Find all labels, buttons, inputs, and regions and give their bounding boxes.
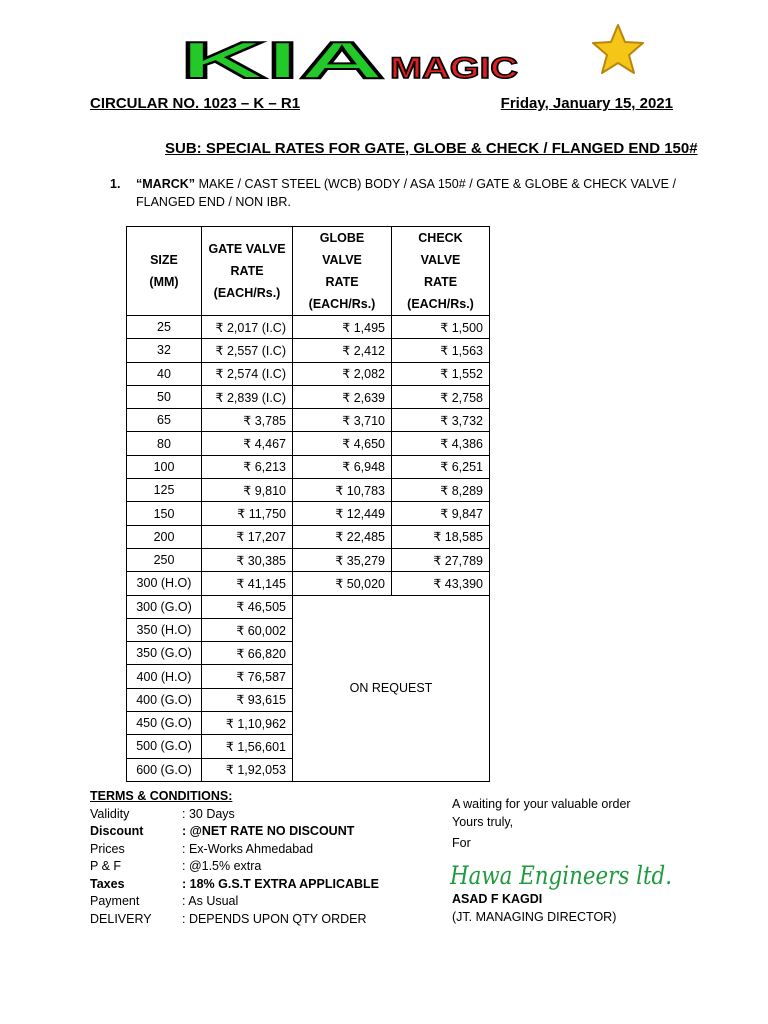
term-label: P & F (90, 859, 122, 873)
gate-rate-cell: ₹ 1,92,053 (202, 758, 293, 781)
circular-number: CIRCULAR NO. 1023 – K – R1 (90, 95, 301, 112)
check-rate-cell: ₹ 27,789 (392, 548, 490, 571)
globe-rate-cell: ₹ 4,650 (293, 432, 392, 455)
term-label: Validity (90, 806, 130, 821)
check-rate-cell: ₹ 6,251 (392, 455, 490, 478)
check-rate-cell: ₹ 43,390 (392, 572, 490, 595)
item-spec: MAKE / CAST STEEL (WCB) BODY / ASA 150# / GATE & GLOBE & CHECK VALVE / FLANGED END / NON IBR. (136, 177, 676, 209)
gate-header: GATE VALVE RATE (EACH/Rs.) (202, 227, 293, 316)
globe-rate-cell: ₹ 1,495 (293, 316, 392, 339)
check-header: CHECK VALVE RATE (EACH/Rs.) (392, 227, 490, 316)
size-cell: 125 (127, 479, 202, 502)
term-row (90, 858, 379, 876)
gate-rate-cell: ₹ 66,820 (202, 642, 293, 665)
term-value: : Ex-Works Ahmedabad (182, 841, 314, 856)
globe-rate-cell: ₹ 35,279 (293, 548, 392, 571)
closing-line-2: Yours truly, (452, 814, 514, 829)
subject-line: SUB: SPECIAL RATES FOR GATE, GLOBE & CHECK / FLANGED END 150# (165, 140, 698, 157)
circular-date: Friday, January 15, 2021 (500, 95, 673, 112)
check-rate-cell: ₹ 1,552 (392, 362, 490, 385)
size-cell: 80 (127, 432, 202, 455)
table-row (127, 548, 490, 571)
signatory-name: ASAD F KAGDI (452, 892, 543, 906)
globe-rate-cell: ₹ 50,020 (293, 572, 392, 595)
term-row (90, 893, 379, 911)
gate-rate-cell: ₹ 1,56,601 (202, 735, 293, 758)
gate-rate-cell: ₹ 46,505 (202, 595, 293, 618)
gate-rate-cell: ₹ 93,615 (202, 688, 293, 711)
term-value: : @1.5% extra (182, 859, 262, 873)
term-value: : As Usual (182, 894, 239, 908)
size-cell: 400 (H.O) (127, 665, 202, 688)
size-cell: 65 (127, 409, 202, 432)
size-cell: 250 (127, 548, 202, 571)
globe-rate-cell: ₹ 3,710 (293, 409, 392, 432)
size-cell: 40 (127, 362, 202, 385)
term-row (90, 876, 379, 894)
check-rate-cell: ₹ 18,585 (392, 525, 490, 548)
check-rate-cell: ₹ 3,732 (392, 409, 490, 432)
gate-rate-cell: ₹ 6,213 (202, 455, 293, 478)
size-cell: 600 (G.O) (127, 758, 202, 781)
term-value: : @NET RATE NO DISCOUNT (182, 824, 355, 838)
gate-rate-cell: ₹ 41,145 (202, 572, 293, 595)
table-row (127, 595, 490, 618)
table-header-row (127, 227, 490, 316)
table-row (127, 525, 490, 548)
term-row (90, 841, 379, 859)
table-row (127, 362, 490, 385)
kia-magic-logo (180, 32, 520, 90)
table-row (127, 385, 490, 408)
term-value: : DEPENDS UPON QTY ORDER (182, 911, 367, 926)
globe-rate-cell: ₹ 10,783 (293, 479, 392, 502)
check-rate-cell: ₹ 1,500 (392, 316, 490, 339)
svg-text:Hawa Engineers ltd.: Hawa Engineers ltd. (449, 861, 672, 890)
size-cell: 150 (127, 502, 202, 525)
table-row (127, 572, 490, 595)
gate-rate-cell: ₹ 17,207 (202, 525, 293, 548)
globe-rate-cell: ₹ 2,639 (293, 385, 392, 408)
size-header: SIZE (MM) (127, 227, 202, 316)
gate-rate-cell: ₹ 9,810 (202, 479, 293, 502)
check-rate-cell: ₹ 8,289 (392, 479, 490, 502)
closing-block (452, 796, 631, 853)
term-label: Discount (90, 824, 144, 838)
term-label: Prices (90, 841, 125, 856)
table-row (127, 455, 490, 478)
gate-rate-cell: ₹ 30,385 (202, 548, 293, 571)
globe-rate-cell: ₹ 12,449 (293, 502, 392, 525)
make-name: “MARCK” (136, 177, 196, 191)
globe-rate-cell: ₹ 6,948 (293, 455, 392, 478)
size-cell: 350 (G.O) (127, 642, 202, 665)
size-cell: 400 (G.O) (127, 688, 202, 711)
gate-rate-cell: ₹ 11,750 (202, 502, 293, 525)
check-rate-cell: ₹ 1,563 (392, 339, 490, 362)
terms-conditions (90, 788, 379, 928)
signatory-title: (JT. MANAGING DIRECTOR) (452, 910, 617, 924)
gate-rate-cell: ₹ 60,002 (202, 618, 293, 641)
logo-magic-text: MAGIC (390, 52, 518, 85)
check-rate-cell: ₹ 9,847 (392, 502, 490, 525)
size-cell: 100 (127, 455, 202, 478)
globe-rate-cell: ₹ 2,082 (293, 362, 392, 385)
term-value: : 30 Days (182, 806, 235, 821)
size-cell: 450 (G.O) (127, 712, 202, 735)
size-cell: 350 (H.O) (127, 618, 202, 641)
table-row (127, 502, 490, 525)
size-cell: 300 (G.O) (127, 595, 202, 618)
term-row (90, 806, 379, 824)
rates-table (126, 226, 490, 782)
closing-line-3: For (452, 836, 471, 850)
table-row (127, 409, 490, 432)
gate-rate-cell: ₹ 2,574 (I.C) (202, 362, 293, 385)
terms-title: TERMS & CONDITIONS: (90, 789, 233, 803)
table-row (127, 316, 490, 339)
company-signature (448, 856, 678, 892)
item-text (136, 175, 676, 211)
gate-rate-cell: ₹ 76,587 (202, 665, 293, 688)
check-rate-cell: ₹ 2,758 (392, 385, 490, 408)
globe-rate-cell: ₹ 22,485 (293, 525, 392, 548)
closing-line-1: A waiting for your valuable order (452, 797, 631, 811)
term-label: Taxes (90, 876, 125, 891)
term-value: : 18% G.S.T EXTRA APPLICABLE (182, 876, 380, 891)
table-row (127, 432, 490, 455)
gate-rate-cell: ₹ 2,557 (I.C) (202, 339, 293, 362)
size-cell: 50 (127, 385, 202, 408)
size-cell: 300 (H.O) (127, 572, 202, 595)
gate-rate-cell: ₹ 1,10,962 (202, 712, 293, 735)
size-cell: 200 (127, 525, 202, 548)
size-cell: 25 (127, 316, 202, 339)
gate-rate-cell: ₹ 4,467 (202, 432, 293, 455)
logo-kia-text: KIA (180, 32, 385, 90)
gate-rate-cell: ₹ 2,839 (I.C) (202, 385, 293, 408)
table-row (127, 479, 490, 502)
term-row (90, 823, 379, 841)
size-cell: 32 (127, 339, 202, 362)
gate-rate-cell: ₹ 3,785 (202, 409, 293, 432)
item-number: 1. (110, 177, 121, 191)
globe-rate-cell: ₹ 2,412 (293, 339, 392, 362)
size-cell: 500 (G.O) (127, 735, 202, 758)
term-row (90, 911, 379, 929)
globe-header: GLOBE VALVE RATE (EACH/Rs.) (293, 227, 392, 316)
check-rate-cell: ₹ 4,386 (392, 432, 490, 455)
star-icon (590, 22, 646, 78)
gate-rate-cell: ₹ 2,017 (I.C) (202, 316, 293, 339)
term-label: DELIVERY (90, 911, 152, 926)
table-row (127, 339, 490, 362)
on-request-cell: ON REQUEST (293, 595, 490, 781)
term-label: Payment (90, 894, 140, 908)
